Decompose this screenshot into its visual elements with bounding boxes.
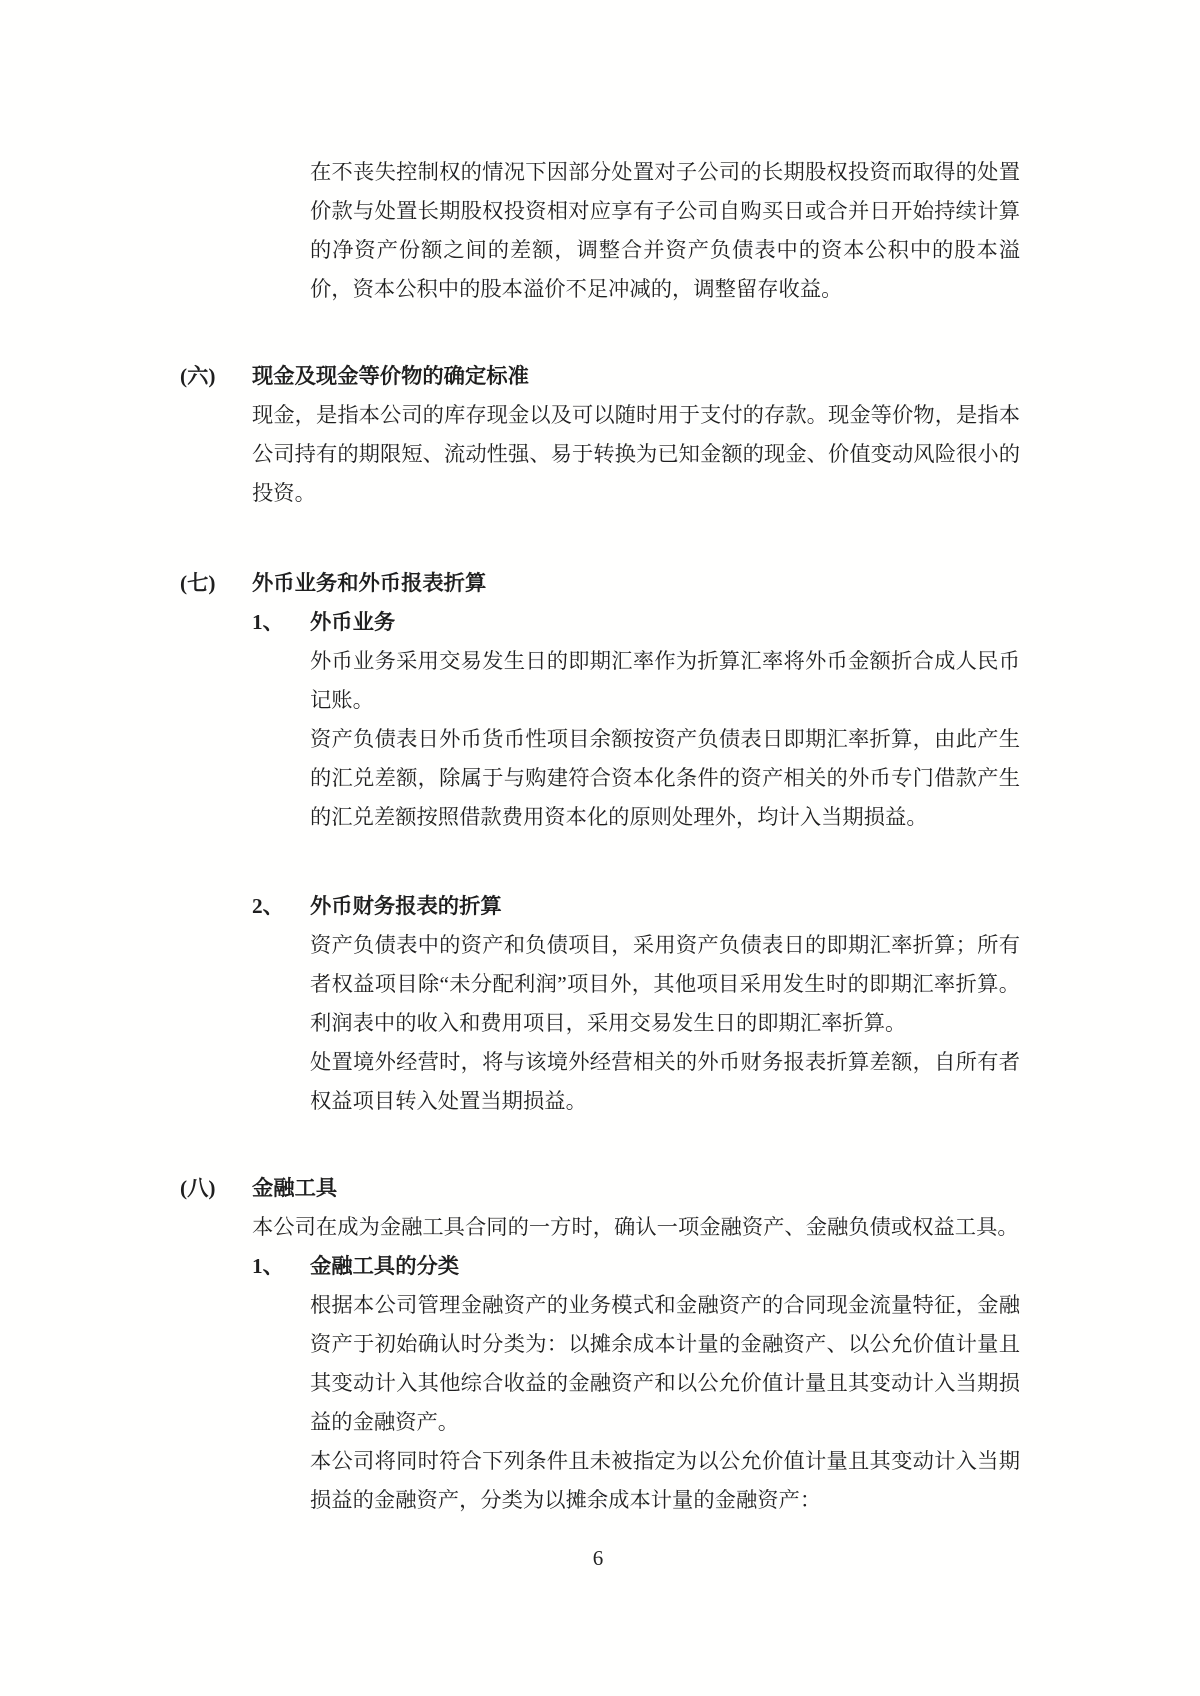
subsection-7-1-paragraph-1: 外币业务采用交易发生日的即期汇率作为折算汇率将外币金额折合成人民币记账。 bbox=[310, 649, 1020, 712]
section-6 bbox=[180, 357, 1021, 513]
section-6-row bbox=[180, 357, 1021, 513]
section-8 bbox=[180, 1169, 1021, 1520]
section-6-paragraph: 现金，是指本公司的库存现金以及可以随时用于支付的存款。现金等价物，是指本公司持有的期限短、流动性强、易于转换为已知金额的现金、价值变动风险很小的投资。 bbox=[252, 403, 1020, 505]
subsection-8-1-paragraph-2: 本公司将同时符合下列条件且未被指定为以公允价值计量且其变动计入当期损益的金融资产，分类为以摊余成本计量的金融资产： bbox=[310, 1449, 1020, 1512]
subsection-7-2-number: 2、 bbox=[252, 894, 284, 918]
section-7 bbox=[180, 564, 1021, 1121]
section-7-row bbox=[180, 564, 1021, 1121]
document-content bbox=[180, 153, 1021, 1520]
section-8-row bbox=[180, 1169, 1021, 1520]
subsection-8-1 bbox=[252, 1247, 1020, 1520]
section-7-title: 外币业务和外币报表折算 bbox=[252, 571, 487, 595]
subsection-8-1-body bbox=[310, 1247, 1020, 1520]
section-8-label: (八) bbox=[180, 1176, 216, 1200]
subsection-7-1-paragraph-2: 资产负债表日外币货币性项目余额按资产负债表日即期汇率折算，由此产生的汇兑差额，除属于与购建符合资本化条件的资产相关的外币专门借款产生的汇兑差额按照借款费用资本化的原则处理外，均计入当期损益。 bbox=[310, 727, 1020, 829]
subsection-7-1-title: 外币业务 bbox=[310, 610, 396, 634]
intro-paragraph: 在不丧失控制权的情况下因部分处置对子公司的长期股权投资而取得的处置价款与处置长期股权投资相对应享有子公司自购买日或合并日开始持续计算的净资产份额之间的差额，调整合并资产负债表中的资本公积中的股本溢价，资本公积中的股本溢价不足冲减的，调整留存收益。 bbox=[310, 160, 1020, 301]
page-number: 6 bbox=[592, 1546, 604, 1570]
section-6-body bbox=[252, 357, 1020, 513]
section-7-body bbox=[252, 564, 1020, 1121]
section-6-label: (六) bbox=[180, 364, 216, 388]
section-7-label: (七) bbox=[180, 571, 216, 595]
subsection-7-1-number: 1、 bbox=[252, 610, 284, 634]
subsection-7-2 bbox=[252, 887, 1020, 1121]
subsection-7-2-paragraph-2: 处置境外经营时，将与该境外经营相关的外币财务报表折算差额，自所有者权益项目转入处置当期损益。 bbox=[310, 1050, 1020, 1113]
subsection-8-1-paragraph-1: 根据本公司管理金融资产的业务模式和金融资产的合同现金流量特征，金融资产于初始确认时分类为：以摊余成本计量的金融资产、以公允价值计量且其变动计入其他综合收益的金融资产和以公允价值计量且其变动计入当期损益的金融资产。 bbox=[310, 1293, 1020, 1434]
subsection-8-1-title: 金融工具的分类 bbox=[310, 1254, 460, 1278]
subsection-7-2-body bbox=[310, 887, 1020, 1121]
subsection-7-2-paragraph-1: 资产负债表中的资产和负债项目，采用资产负债表日的即期汇率折算；所有者权益项目除“未分配利润”项目外，其他项目采用发生时的即期汇率折算。利润表中的收入和费用项目，采用交易发生日的即期汇率折算。 bbox=[310, 933, 1020, 1035]
section-8-body bbox=[252, 1169, 1020, 1520]
section-6-title: 现金及现金等价物的确定标准 bbox=[252, 364, 529, 388]
subsection-8-1-number: 1、 bbox=[252, 1254, 284, 1278]
subsection-7-1 bbox=[252, 603, 1020, 837]
subsection-7-1-body bbox=[310, 603, 1020, 837]
subsection-7-2-title: 外币财务报表的折算 bbox=[310, 894, 502, 918]
section-8-paragraph: 本公司在成为金融工具合同的一方时，确认一项金融资产、金融负债或权益工具。 bbox=[252, 1215, 1019, 1239]
section-8-title: 金融工具 bbox=[252, 1176, 338, 1200]
